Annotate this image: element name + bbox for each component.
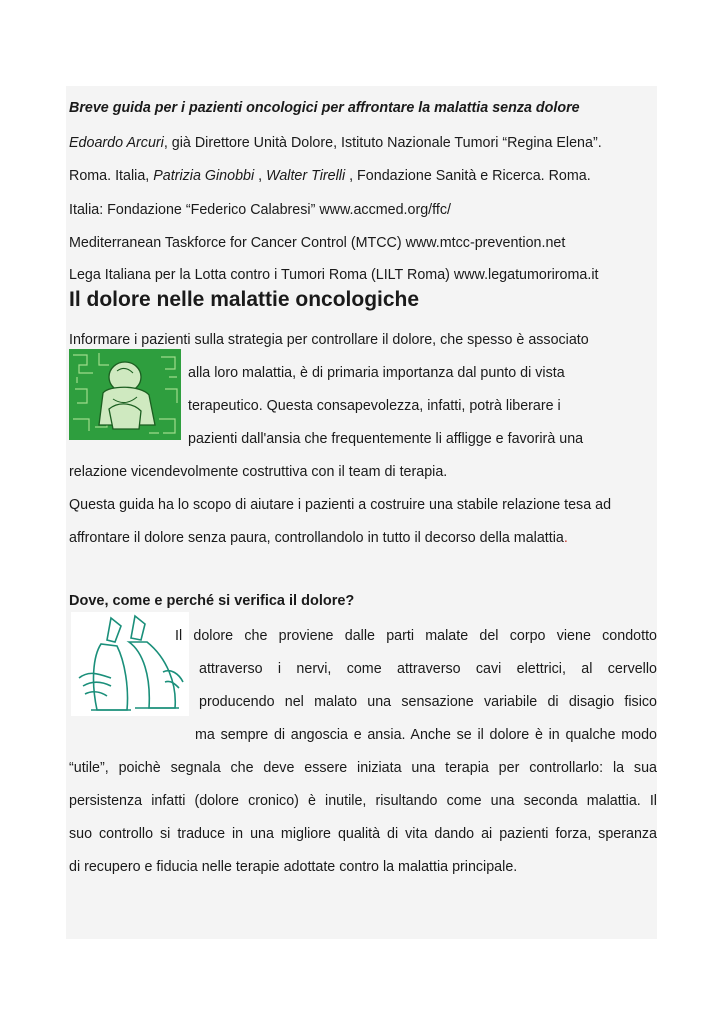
text-span: , Fondazione Sanità e Ricerca. Roma. [345,168,591,184]
paragraph-line [69,528,568,548]
paragraph-line: pazienti dall'ansia che frequentemente li affligge e favorirà una [188,431,584,447]
paragraph-line: attraverso i nervi, come attraverso cavi elettrici, al cervello [199,661,657,677]
paragraph-line: terapeutico. Questa consapevolezza, infatti, potrà liberare i [188,398,561,414]
author-name: Patrizia Ginobbi [153,168,255,184]
paragraph-line: Il dolore che proviene dalle parti malate del corpo viene condotto [175,628,657,644]
affiliation-line-3: Lega Italiana per la Lotta contro i Tumori Roma (LILT Roma) www.legatumoriroma.it [69,267,599,283]
paragraph-line: alla loro malattia, è di primaria importanza dal punto di vista [188,365,565,381]
author-line-1 [69,133,602,153]
text-span: , [254,168,267,184]
paragraph-line: Questa guida ha lo scopo di aiutare i pazienti a costruire una stabile relazione tesa ad [69,497,612,513]
author-name: Edoardo Arcuri [69,135,164,151]
paragraph-line: producendo nel malato una sensazione variabile di disagio fisico [199,694,657,710]
author-affiliation: , già Direttore Unità Dolore, Istituto Nazionale Tumori “Regina Elena”. [163,135,602,151]
paragraph-line: persistenza infatti (dolore cronico) è inutile, risultando come una seconda malattia. Il [69,793,657,809]
text-span: affrontare il dolore senza paura, controllandolo in tutto il decorso della malattia [69,530,564,546]
text-span: Roma. Italia, [69,168,154,184]
guide-title: Breve guida per i pazienti oncologici per affrontare la malattia senza dolore [69,100,580,116]
author-name: Walter Tirelli [266,168,346,184]
paragraph-line: ma sempre di angoscia e ansia. Anche se il dolore è in qualche modo [195,727,657,743]
paragraph-line: di recupero e fiducia nelle terapie adottate contro la malattia principale. [69,859,518,875]
paragraph-line: Informare i pazienti sulla strategia per controllare il dolore, che spesso è associato [69,332,589,348]
text-span: . [563,530,568,546]
section-heading: Il dolore nelle malattie oncologiche [69,288,420,311]
patient-illustration [69,349,181,440]
author-line-2 [69,166,591,186]
affiliation-line-2: Mediterranean Taskforce for Cancer Control (MTCC) www.mtcc-prevention.net [69,235,566,251]
section-heading: Dove, come e perché si verifica il dolore? [69,593,355,609]
paragraph-line: “utile”, poichè segnala che deve essere iniziata una terapia per controllarlo: la sua [69,760,657,776]
paragraph-line: suo controllo si traduce in una migliore qualità di vita dando ai pazienti forza, speranza [69,826,657,842]
doctors-illustration [71,612,189,716]
affiliation-line-1: Italia: Fondazione “Federico Calabresi” www.accmed.org/ffc/ [69,202,451,218]
paragraph-line: relazione vicendevolmente costruttiva con il team di terapia. [69,464,448,480]
